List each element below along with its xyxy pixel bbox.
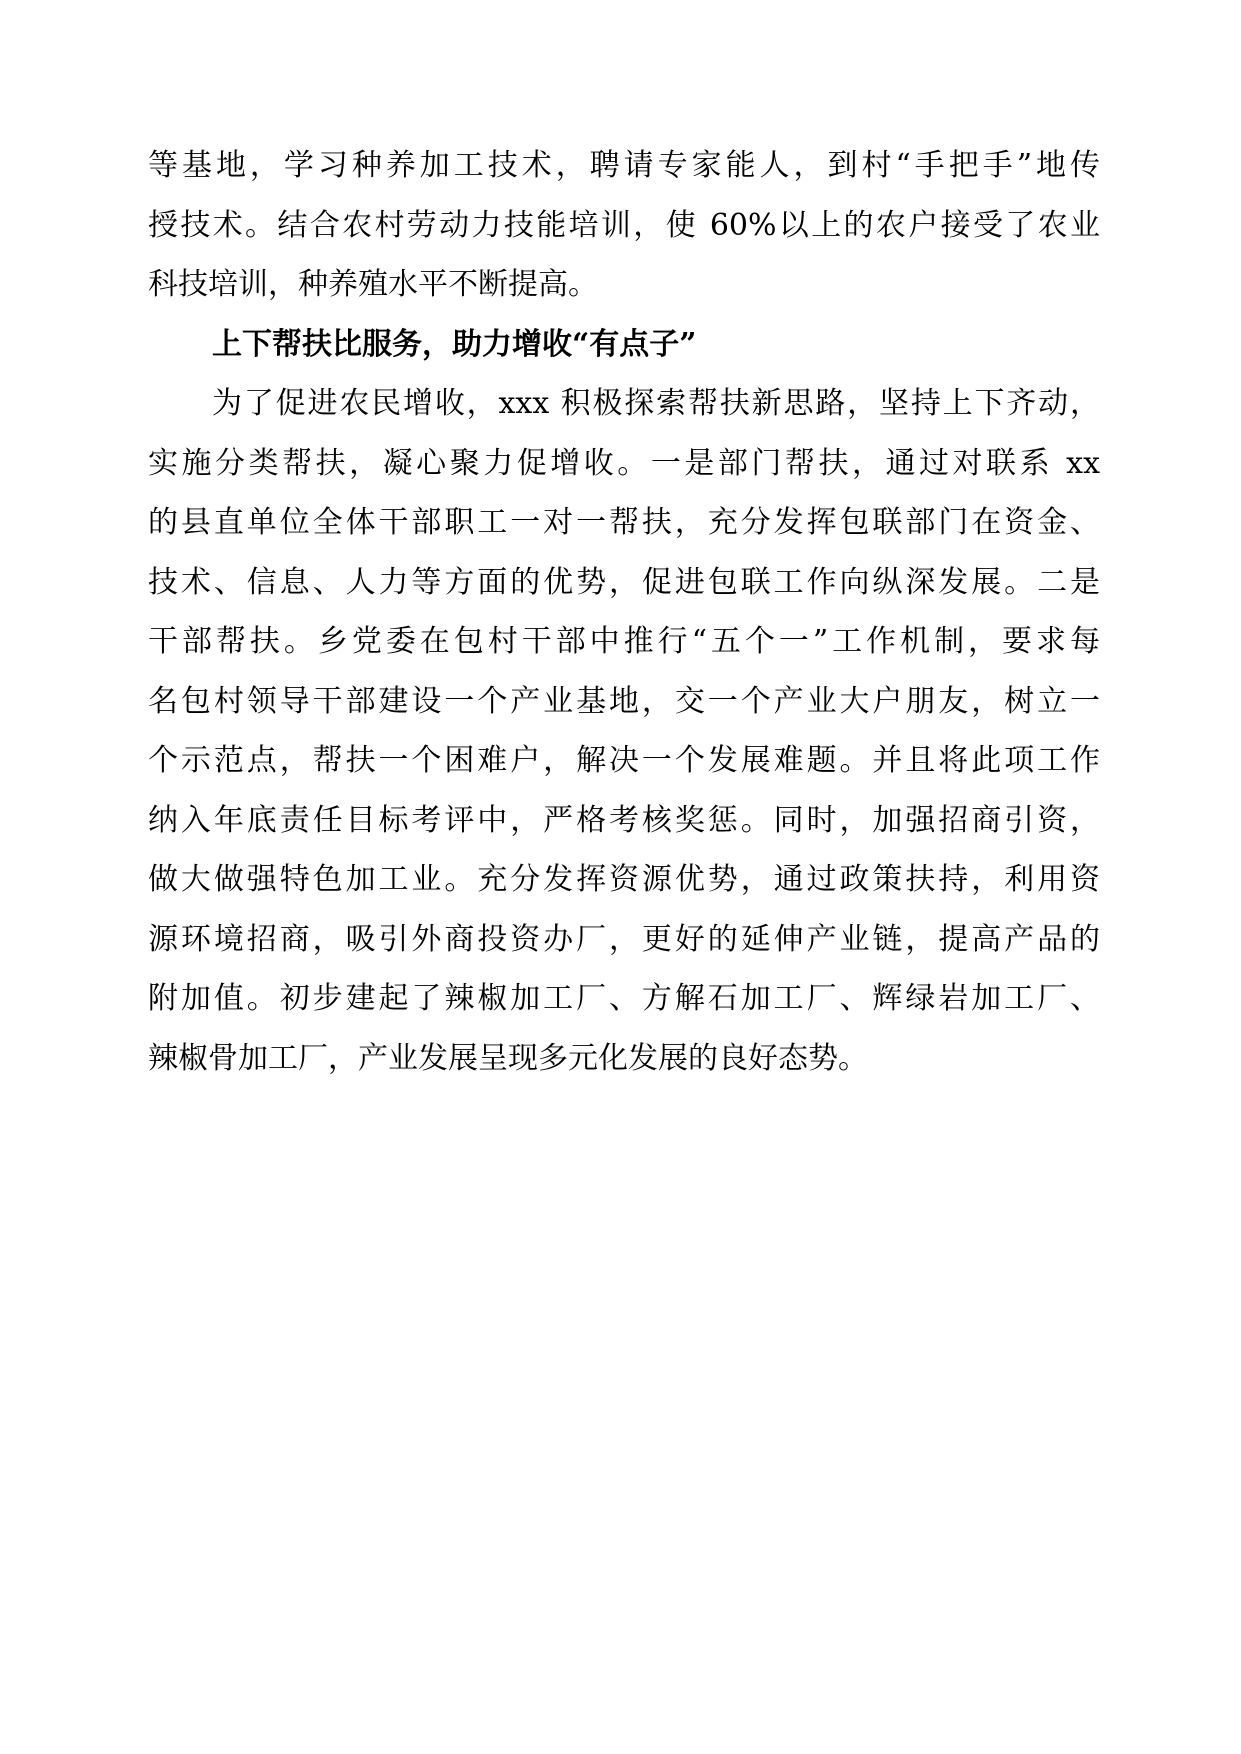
paragraph-line: 干部帮扶。乡党委在包村干部中推行“五个一”工作机制，要求每 bbox=[148, 624, 1100, 659]
paragraph-line: 纳入年底责任目标考评中，严格考核奖惩。同时，加强招商引资， bbox=[148, 802, 1100, 838]
paragraph-line: 辣椒骨加工厂，产业发展呈现多元化发展的良好态势。 bbox=[148, 1040, 868, 1076]
paragraph-line: 的县直单位全体干部职工一对一帮扶，充分发挥包联部门在资金、 bbox=[148, 505, 1100, 540]
paragraph-line: 个示范点，帮扶一个困难户，解决一个发展难题。并且将此项工作 bbox=[148, 743, 1100, 778]
paragraph-line: 授技术。结合农村劳动力技能培训，使 60%以上的农户接受了农业 bbox=[148, 207, 1100, 243]
paragraph-line: 技术、信息、人力等方面的优势，促进包联工作向纵深发展。二是 bbox=[148, 564, 1100, 600]
paragraph-1 bbox=[148, 136, 1100, 315]
section-heading: 上下帮扶比服务，助力增收“有点子” bbox=[212, 326, 697, 362]
paragraph-line: 名包村领导干部建设一个产业基地，交一个产业大户朋友，树立一 bbox=[148, 683, 1100, 719]
paragraph-line: 做大做强特色加工业。充分发挥资源优势，通过政策扶持，利用资 bbox=[148, 862, 1100, 897]
paragraph-line: 附加值。初步建起了辣椒加工厂、方解石加工厂、辉绿岩加工厂、 bbox=[148, 981, 1100, 1016]
document-page bbox=[148, 136, 1100, 1088]
paragraph-line: 源环境招商，吸引外商投资办厂，更好的延伸产业链，提高产品的 bbox=[148, 921, 1100, 957]
paragraph-2 bbox=[148, 374, 1100, 1088]
paragraph-line: 科技培训，种养殖水平不断提高。 bbox=[148, 267, 598, 302]
paragraph-line: 为了促进农民增收，xxx 积极探索帮扶新思路，坚持上下齐动， bbox=[212, 386, 1100, 421]
paragraph-line: 等基地，学习种养加工技术，聘请专家能人，到村“手把手”地传 bbox=[148, 148, 1100, 183]
paragraph-line: 实施分类帮扶，凝心聚力促增收。一是部门帮扶，通过对联系 xx bbox=[148, 445, 1100, 481]
